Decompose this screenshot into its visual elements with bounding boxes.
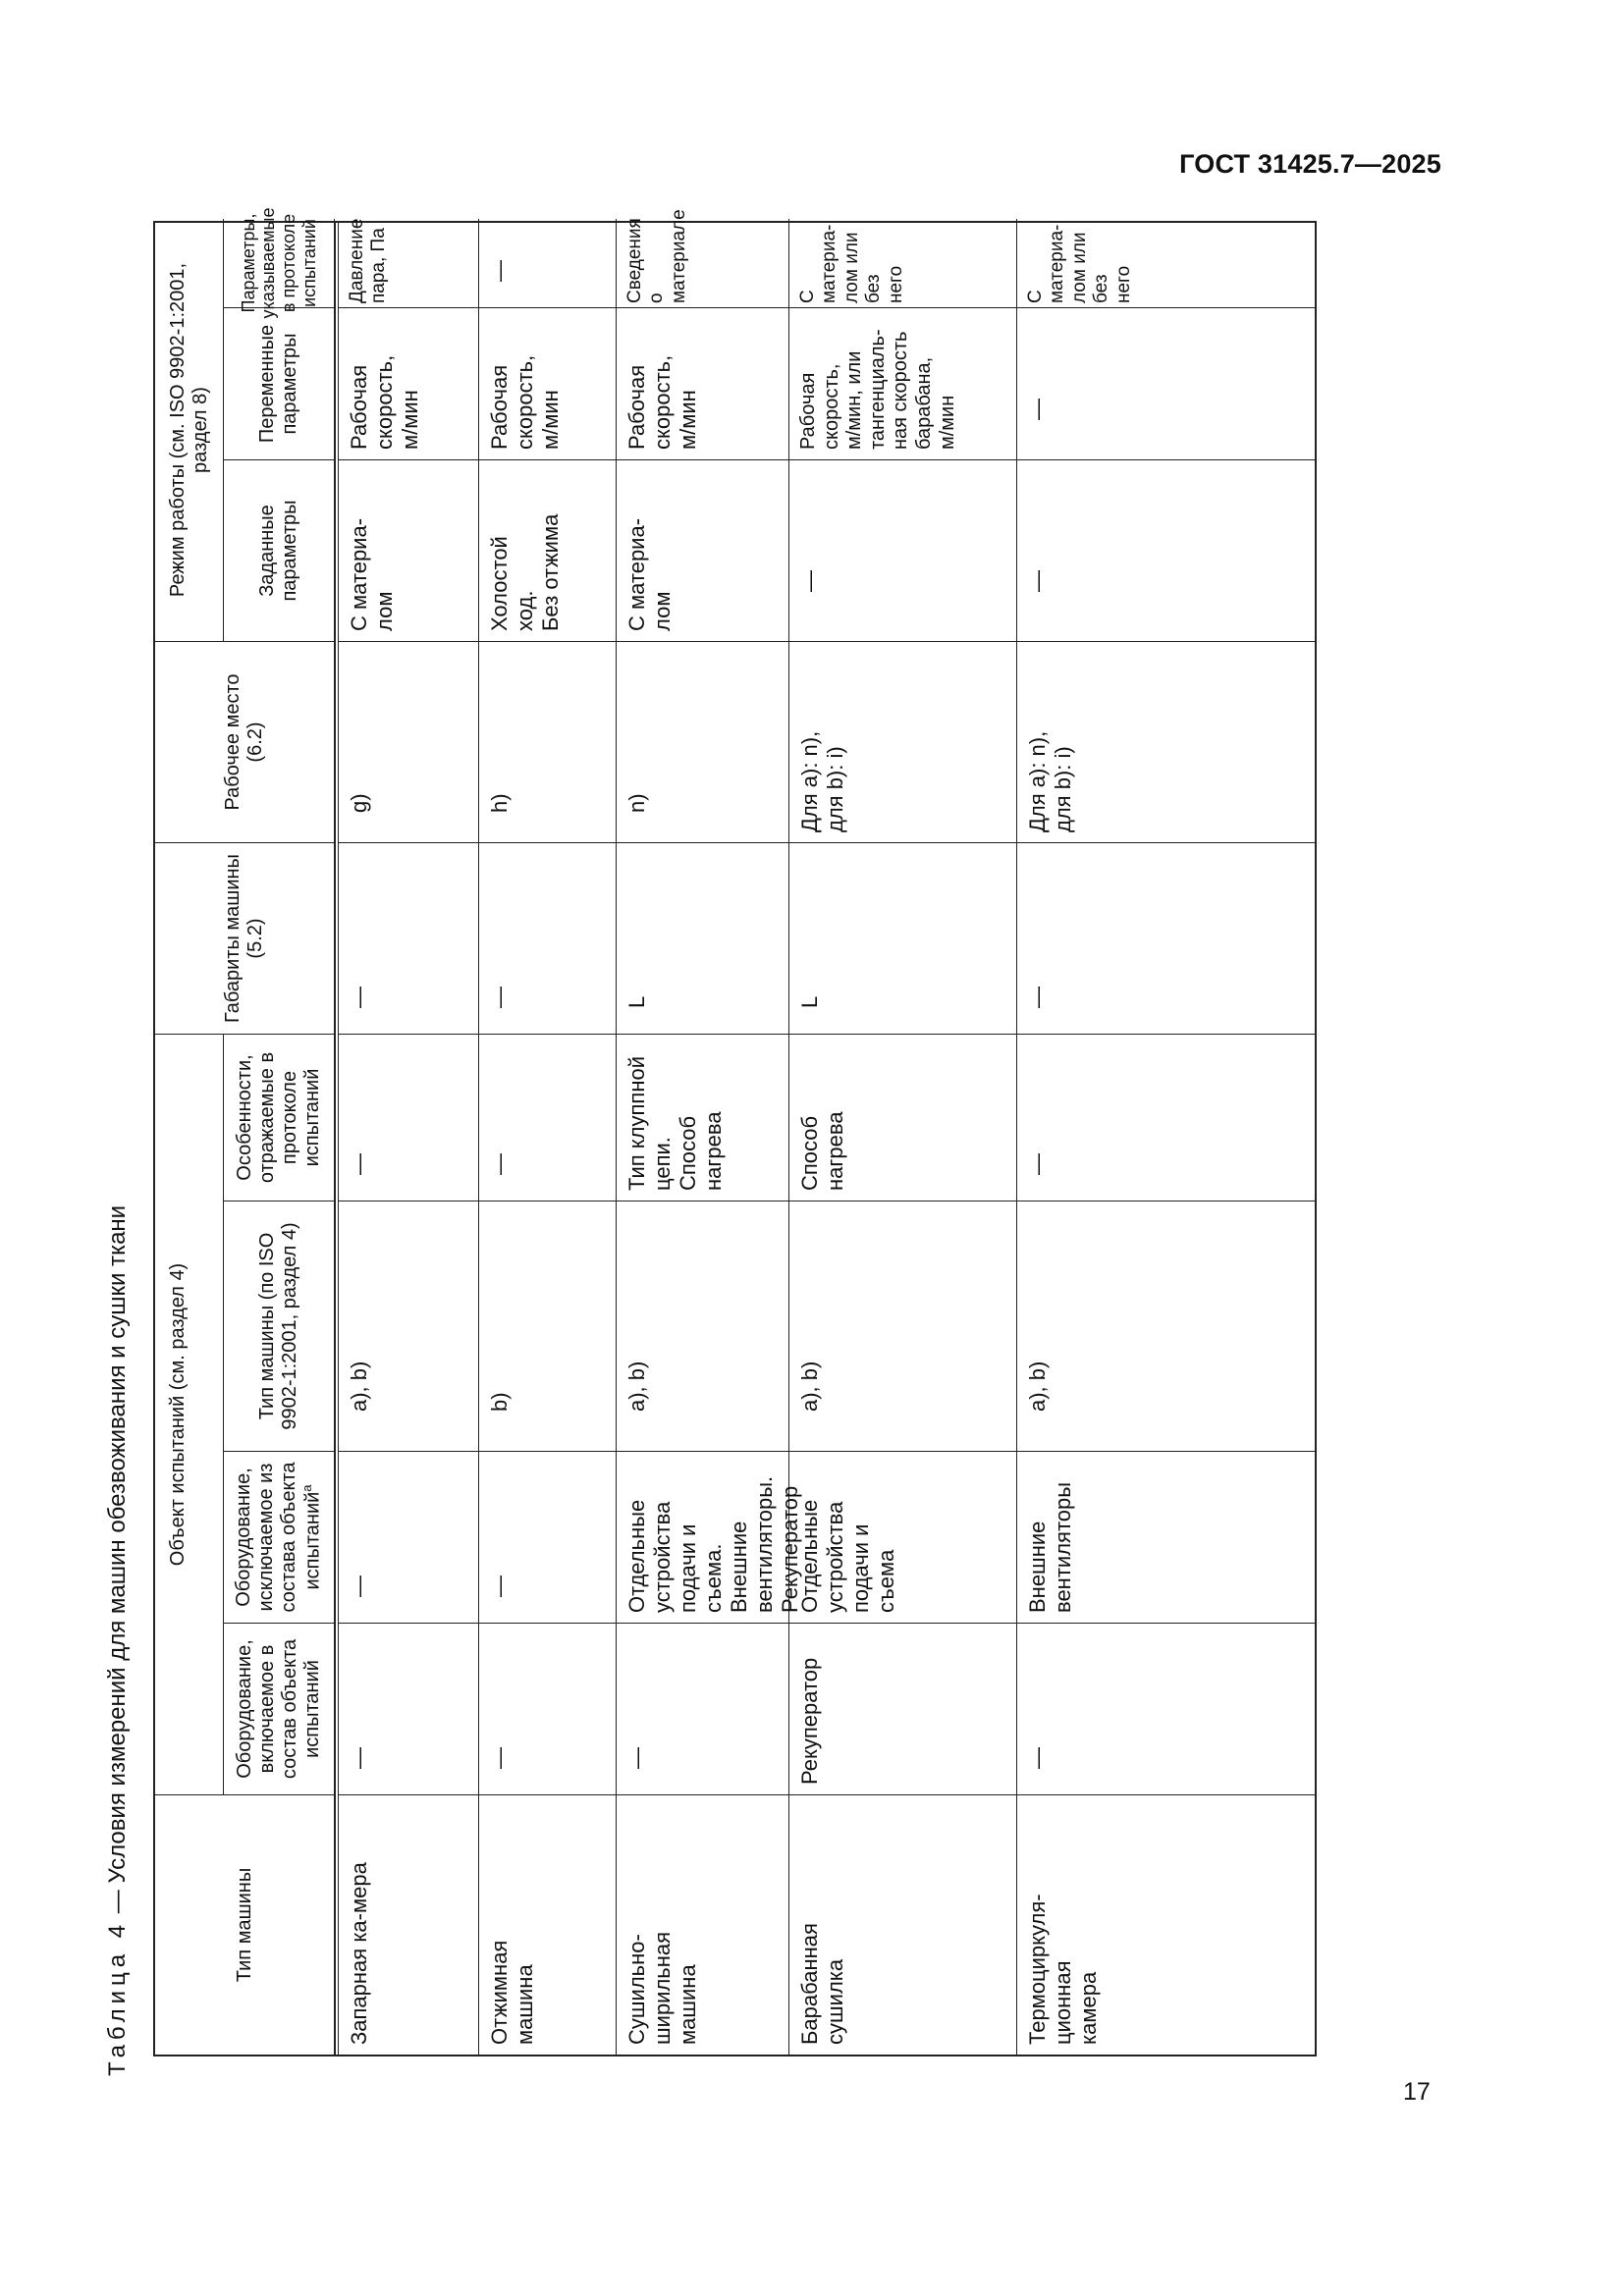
header-mode-group: Режим работы (см. ISO 9902-1:2001, раздел 8) — [155, 219, 224, 641]
header-object-group: Объект испытаний (см. раздел 4) — [155, 1034, 224, 1794]
document-code: ГОСТ 31425.7—2025 — [1179, 149, 1441, 179]
row3-workplace: n) — [617, 641, 789, 842]
row1-dimensions: — — [339, 842, 479, 1034]
header-report-params: Параметры, указываемые в протоколе испытаний — [224, 219, 335, 307]
row3-machine-kind: a), b) — [617, 1201, 789, 1451]
row2-equip-included: — — [479, 1623, 617, 1794]
row4-machine-type: Барабанная сушилка — [789, 1794, 1017, 2055]
row2-workplace: h) — [479, 641, 617, 842]
row3-machine-type: Сушильно- ширильная машина — [617, 1794, 789, 2055]
row4-equip-included: Рекуператор — [789, 1623, 1017, 1794]
row1-equip-included: — — [339, 1623, 479, 1794]
row3-equip-excluded: Отдельные устройства подачи и съема. Внешние вентиляторы. Рекуператор — [617, 1451, 789, 1623]
measurement-conditions-table — [153, 207, 1317, 2056]
row1-features: — — [339, 1034, 479, 1201]
row4-features: Способ нагрева — [789, 1034, 1017, 1201]
row2-set-params: Холостой ход. Без отжима — [479, 459, 617, 641]
table-caption — [104, 1205, 132, 2076]
row5-equip-included: — — [1017, 1623, 1315, 1794]
header-equip-excluded-text: Оборудование, исключаемое из состава объекта испытаний — [233, 1462, 324, 1613]
rotated-table-block — [98, 152, 1276, 2076]
row1-report-params: Давление пара, Па — [339, 219, 479, 307]
page-number: 17 — [1403, 2078, 1431, 2106]
row2-report-params: — — [479, 219, 617, 307]
row1-machine-kind: a), b) — [339, 1201, 479, 1451]
row5-dimensions: — — [1017, 842, 1315, 1034]
row2-var-params: Рабочая скорость, м/мин — [479, 307, 617, 459]
row5-report-params: С материа- лом или без него — [1025, 224, 1134, 303]
header-equip-included: Оборудование, включаемое в состав объекта испытаний — [224, 1623, 335, 1794]
row1-equip-excluded: — — [339, 1451, 479, 1623]
row3-var-params: Рабочая скорость, м/мин — [617, 307, 789, 459]
row1-var-params: Рабочая скорость, м/мин — [339, 307, 479, 459]
row5-machine-type: Термоциркуля- ционная камера — [1017, 1794, 1315, 2055]
row1-machine-type: Запарная ка-мера — [339, 1794, 479, 2055]
row5-machine-kind: a), b) — [1017, 1201, 1315, 1451]
row4-report-params: С материа- лом или без него — [789, 219, 1017, 307]
row4-set-params: — — [789, 459, 1017, 641]
row2-dimensions: — — [479, 842, 617, 1034]
row3-equip-included: — — [617, 1623, 789, 1794]
row4-workplace: Для a): n), для b): i) — [789, 641, 1017, 842]
header-features: Особенности, отражаемые в протоколе испытаний — [224, 1034, 335, 1201]
header-machine-type: Тип машины — [155, 1794, 335, 2055]
header-equip-excluded — [224, 1451, 335, 1623]
row1-workplace: g) — [339, 641, 479, 842]
row3-set-params: С материа- лом — [617, 459, 789, 641]
row5-workplace: Для a): n), для b): i) — [1017, 641, 1315, 842]
row4-equip-excluded: Отдельные устройства подачи и съема — [789, 1451, 1017, 1623]
header-workplace: Рабочее место (6.2) — [155, 641, 335, 842]
header-machine-kind: Тип машины (по ISO 9902-1:2001, раздел 4) — [224, 1201, 335, 1451]
row3-report-params: Сведения о материале — [617, 219, 789, 307]
header-var-params: Переменные параметры — [224, 307, 335, 459]
row5-equip-excluded: Внешние вентиляторы — [1017, 1451, 1315, 1623]
row5-set-params: — — [1017, 459, 1315, 641]
row2-machine-kind: b) — [479, 1201, 617, 1451]
header-dimensions: Габариты машины (5.2) — [155, 842, 335, 1034]
row3-features: Тип клуппной цепи. Способ нагрева — [617, 1034, 789, 1201]
header-equip-excluded-footnote: a — [299, 1484, 315, 1492]
row3-dimensions: L — [617, 842, 789, 1034]
table-caption-title: — Условия измерений для машин обезвоживания и сушки ткани — [104, 1204, 131, 1920]
row4-machine-kind: a), b) — [789, 1201, 1017, 1451]
header-set-params: Заданные параметры — [224, 459, 335, 641]
row5-features: — — [1017, 1034, 1315, 1201]
row4-var-params: Рабочая скорость, м/мин, или тангенциаль- ная скорость барабана, м/мин — [789, 307, 1017, 459]
row5-var-params: — — [1017, 307, 1315, 459]
row2-equip-excluded: — — [479, 1451, 617, 1623]
row2-features: — — [479, 1034, 617, 1201]
row1-set-params: С материа- лом — [339, 459, 479, 641]
row4-dimensions: L — [789, 842, 1017, 1034]
table-caption-label: Таблица 4 — [104, 1919, 131, 2076]
row2-machine-type: Отжимная машина — [479, 1794, 617, 2055]
